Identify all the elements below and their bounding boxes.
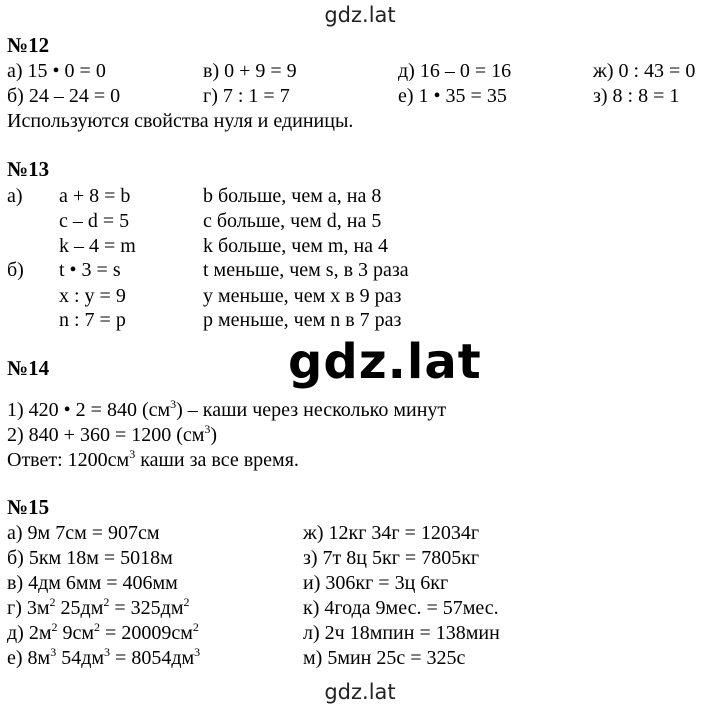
task-12-note: Используются свойства нуля и единицы.	[7, 110, 354, 132]
task-13-equation: c – d = 5	[59, 210, 130, 232]
task-12-item: г) 7 : 1 = 7	[203, 85, 290, 107]
task-13-equation: t • 3 = s	[59, 259, 121, 281]
task-12-item: ж) 0 : 43 = 0	[593, 60, 696, 82]
task-13-description: p меньше, чем n в 7 раз	[203, 309, 402, 331]
watermark-top: gdz.lat	[324, 3, 396, 27]
task-13-equation: a + 8 = b	[59, 185, 131, 207]
task-15-item: и) 306кг = 3ц 6кг	[303, 572, 449, 594]
task-14-step-1: 1) 420 • 2 = 840 $(см^3)$ – каши через несколько минут	[7, 397, 447, 421]
task-13-equation: n : 7 = p	[59, 309, 126, 331]
task-14-answer: Ответ: $1200см^3$ каши за все время.	[7, 447, 299, 471]
task-15-item: л) 2ч 18мпин = 138мин	[303, 622, 500, 644]
task-14-title: №14	[7, 356, 50, 380]
task-15-item: м) 5мин 25с = 325с	[303, 647, 466, 669]
task-15-item: д) $2м^2$ $9см^2 = 20009см^2$	[7, 620, 199, 644]
task-15-item: в) 4дм 6мм = 406мм	[7, 572, 178, 594]
task-13-description: b больше, чем a, на 8	[203, 185, 382, 207]
task-13-label-a: а)	[7, 185, 23, 207]
task-15-item: к) 4года 9мес. = 57мес.	[303, 597, 499, 619]
task-15-item: з) 7т 8ц 5кг = 7805кг	[303, 547, 480, 569]
task-13-equation: k – 4 = m	[59, 235, 136, 257]
task-15-item: г) $3м^2$ $25дм^2 = 325дм^2$	[7, 595, 190, 619]
task-15-item: ж) 12кг 34г = 12034г	[303, 522, 480, 544]
task-15-item: е) $8м^3$ $54дм^3 = 8054дм^3$	[7, 645, 201, 669]
task-12-title: №12	[7, 33, 50, 57]
task-13-description: k больше, чем m, на 4	[203, 235, 389, 257]
watermark-middle: gdz.lat	[288, 334, 482, 390]
task-13-equation: x : y = 9	[59, 285, 126, 307]
task-13-title: №13	[7, 157, 50, 181]
task-12-item: е) 1 • 35 = 35	[398, 85, 507, 107]
task-14-step-2: 2) 840 + 360 = 1200 $(см^3)$	[7, 422, 218, 446]
task-13-description: y меньше, чем x в 9 раз	[203, 285, 402, 307]
task-13-description: c больше, чем d, на 5	[203, 210, 382, 232]
task-13-label-b: б)	[7, 259, 24, 281]
task-13-description: t меньше, чем s, в 3 раза	[203, 259, 409, 281]
watermark-bottom: gdz.lat	[324, 680, 396, 704]
task-12-item: з) 8 : 8 = 1	[593, 85, 680, 107]
task-12-item: д) 16 – 0 = 16	[398, 60, 512, 82]
task-12-item: б) 24 – 24 = 0	[7, 85, 121, 107]
task-12-item: а) 15 • 0 = 0	[7, 60, 106, 82]
task-12-item: в) 0 + 9 = 9	[203, 60, 297, 82]
task-15-item: б) 5км 18м = 5018м	[7, 547, 173, 569]
task-15-title: №15	[7, 495, 50, 519]
task-15-item: а) 9м 7см = 907см	[7, 522, 160, 544]
